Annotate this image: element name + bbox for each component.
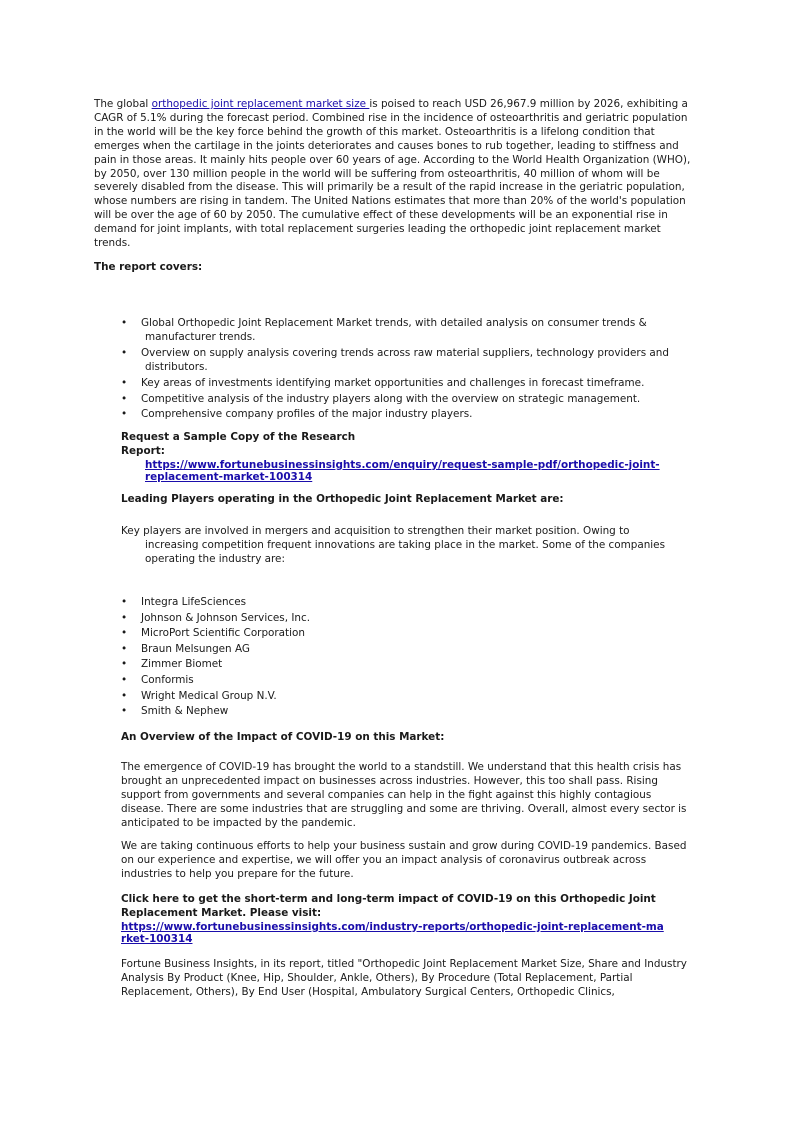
report-summary-paragraph: Fortune Business Insights, in its report, titled "Orthopedic Joint Replacement Market Size, Share and Industry Analysis By Product (Knee, Hip, Shoulder, Ankle, Others), By Procedure (Total Replacement, Partial Replacement, Others), By End User (Hospital, Ambulatory Surgical Centers, Orthopedic Clinics,: [121, 958, 687, 998]
list-item-text-cont: manufacturer trends.: [145, 330, 256, 343]
list-item: [121, 612, 701, 626]
bullet-icon: •: [121, 642, 128, 655]
list-item: [121, 627, 701, 641]
leading-players-heading: Leading Players operating in the Orthopedic Joint Replacement Market are:: [121, 493, 564, 505]
covid-overview-heading: An Overview of the Impact of COVID-19 on this Market:: [121, 731, 445, 743]
bullet-icon: •: [121, 611, 128, 624]
report-covers-list: [121, 317, 701, 424]
intro-body: is poised to reach USD 26,967.9 million by 2026, exhibiting a CAGR of 5.1% during the forecast period. Combined rise in the incidence of osteoarthritis and geriatric population in the world will be the key force behind the growth of this market. Osteoarthritis is a lifelong condition that emerges when the cartilage in the joints deteriorates and causes bones to rub together, leading to stiffness and pain in those areas. It mainly hits people over 60 years of age. According to the World Health Organization (WHO), by 2050, over 130 million people in the world will be suffering from osteoarthritis, 40 million of whom will be severely disabled from the disease. This will primarily be a result of the rapid increase in the geriatric population, whose numbers are rising in tandem. The United Nations estimates that more than 20% of the world's population will be over the age of 60 by 2050. The cumulative effect of these developments will be an exponential rise in demand for joint implants, with total replacement surgeries leading the orthopedic joint replacement market trends.: [94, 98, 691, 250]
sample-request-block: [121, 431, 701, 483]
list-item-text-cont: distributors.: [145, 360, 208, 373]
bullet-icon: •: [121, 705, 128, 718]
company-name: Wright Medical Group N.V.: [141, 689, 277, 702]
sample-request-label: Request a Sample Copy of the Research: [121, 431, 356, 443]
list-item: [121, 408, 701, 422]
company-name: Johnson & Johnson Services, Inc.: [141, 611, 310, 624]
list-item-text: Comprehensive company profiles of the major industry players.: [141, 408, 473, 421]
covid-efforts-paragraph: We are taking continuous efforts to help your business sustain and grow during COVID-19 pandemics. Based on our experience and expertise, we will offer you an impact analysis of coronavirus outbreak across industries to help you prepare for the future.: [121, 840, 687, 880]
covid-impact-link[interactable]: [121, 921, 664, 945]
bullet-icon: •: [121, 596, 128, 608]
list-item: [121, 317, 701, 345]
intro-prefix: The global: [94, 98, 152, 110]
companies-list: [121, 596, 701, 721]
company-name: Zimmer Biomet: [141, 658, 223, 671]
bullet-icon: •: [121, 376, 128, 389]
list-item: [121, 596, 701, 610]
bullet-icon: •: [121, 627, 128, 640]
company-name: Smith & Nephew: [141, 705, 229, 718]
bullet-icon: •: [121, 689, 128, 702]
list-item: [121, 674, 701, 688]
sample-request-label-cont: Report:: [121, 444, 165, 457]
market-size-link[interactable]: orthopedic joint replacement market size: [151, 98, 370, 110]
covid-impact-visit-block: [121, 893, 701, 945]
covid-link-line1: https://www.fortunebusinessinsights.com/industry-reports/orthopedic-joint-replacement-ma: [121, 920, 664, 933]
list-item-text: Key areas of investments identifying market opportunities and challenges in forecast timeframe.: [141, 376, 645, 389]
bullet-icon: •: [121, 408, 128, 421]
list-item: [121, 643, 701, 657]
sample-link-line2: replacement-market-100314: [145, 470, 313, 483]
key-players-paragraph: [121, 525, 691, 567]
bullet-icon: •: [121, 673, 128, 686]
company-name: MicroPort Scientific Corporation: [141, 627, 305, 640]
bullet-icon: •: [121, 658, 128, 671]
bullet-icon: •: [121, 392, 128, 405]
report-covers-heading: The report covers:: [94, 261, 203, 273]
list-item: [121, 347, 701, 375]
bullet-icon: •: [121, 317, 128, 329]
key-players-line2: increasing competition frequent innovations are taking place in the market. Some of the companies: [145, 538, 665, 551]
covid-emergence-paragraph: The emergence of COVID-19 has brought the world to a standstill. We understand that this health crisis has brought an unprecedented impact on businesses across industries. However, this too shall pass. Rising support from governments and several companies can help in the fight against this highly contagious disease. There are some industries that are struggling and some are thriving. Overall, almost every sector is anticipated to be impacted by the pandemic.: [121, 761, 687, 829]
list-item-text: Global Orthopedic Joint Replacement Market trends, with detailed analysis on consumer trends &: [141, 317, 647, 329]
list-item: [121, 393, 701, 407]
bullet-icon: •: [121, 346, 128, 359]
sample-link-line1: https://www.fortunebusinessinsights.com/enquiry/request-sample-pdf/orthopedic-joint-: [145, 458, 660, 471]
company-name: Braun Melsungen AG: [141, 642, 250, 655]
company-name: Conformis: [141, 673, 194, 686]
list-item-text: Competitive analysis of the industry players along with the overview on strategic management.: [141, 392, 641, 405]
list-item: [121, 377, 701, 391]
company-name: Integra LifeSciences: [141, 596, 247, 608]
list-item: [121, 658, 701, 672]
list-item: [121, 705, 701, 719]
sample-request-link[interactable]: [121, 459, 701, 483]
key-players-line3: operating the industry are:: [145, 552, 285, 565]
key-players-line1: Key players are involved in mergers and acquisition to strengthen their market position. Owing to: [121, 525, 630, 537]
covid-link-line2: rket-100314: [121, 932, 193, 945]
list-item-text: Overview on supply analysis covering trends across raw material suppliers, technology providers and: [141, 346, 669, 359]
intro-paragraph: [94, 98, 696, 251]
covid-impact-visit-text: Click here to get the short-term and long-term impact of COVID-19 on this Orthopedic Joint Replacement Market. Please visit:: [121, 893, 656, 919]
list-item: [121, 690, 701, 704]
